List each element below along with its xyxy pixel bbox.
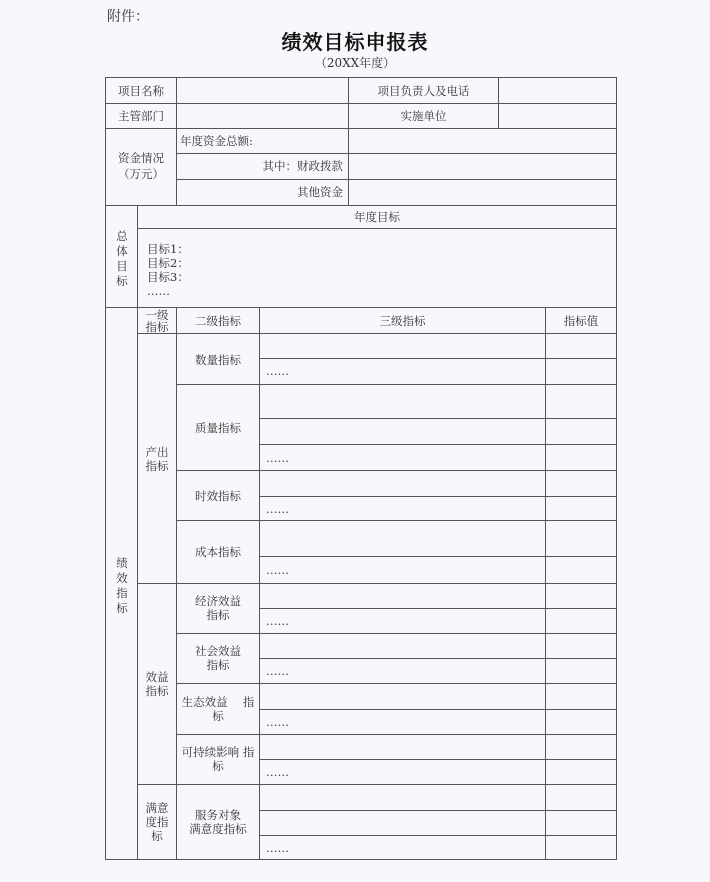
ellipsis-ecological: ……: [266, 715, 289, 729]
funds-total-label: 年度资金总额:: [180, 134, 253, 148]
ellipsis-economic: ……: [266, 614, 289, 628]
funds-fiscal-label: 其中：财政拨款: [262, 159, 343, 173]
funds-label: 资金情况: [118, 151, 164, 165]
funds-other-label: 其他资金: [297, 185, 343, 199]
implementer-label: 实施单位: [400, 109, 447, 123]
department-label: 主管部门: [118, 109, 164, 123]
level2-header: 二级指标: [195, 314, 241, 328]
social-benefit-indicator: 社会效益 指标: [195, 644, 241, 672]
ecological-benefit-indicator: 生态效益 指 标: [181, 695, 255, 723]
funds-unit: （万元）: [118, 167, 164, 181]
sustainability-indicator: 可持续影响 指 标: [181, 745, 255, 773]
value-header: 指标值: [563, 314, 599, 328]
performance-indicators-label: 绩 效 指 标: [116, 556, 128, 615]
timeliness-indicator: 时效指标: [195, 489, 241, 503]
ellipsis-social: ……: [266, 664, 289, 678]
benefit-indicator-label: 效益 指标: [145, 670, 169, 698]
satisfaction-indicator-label: 满意 度指 标: [145, 801, 169, 843]
goal-2: 目标2：: [147, 256, 189, 270]
owner-phone-label: 项目负责人及电话: [377, 84, 470, 98]
annual-target-header: 年度目标: [354, 210, 400, 224]
ellipsis-sustainability: ……: [266, 765, 289, 779]
ellipsis-cost: ……: [266, 563, 289, 577]
overall-goal-label: 总 体 目 标: [116, 229, 128, 288]
ellipsis-timeliness: ……: [266, 502, 289, 516]
level1-header: 一级 指标: [145, 308, 169, 334]
level3-header: 三级指标: [379, 314, 426, 328]
form-year: （20XX年度）: [314, 56, 396, 70]
goal-3: 目标3：: [147, 270, 189, 284]
cost-indicator: 成本指标: [195, 545, 241, 559]
quantity-indicator: 数量指标: [195, 353, 241, 367]
quality-indicator: 质量指标: [195, 421, 241, 435]
form-title: 绩效目标申报表: [281, 30, 429, 54]
ellipsis-quantity: ……: [266, 364, 289, 378]
ellipsis-satisfaction: ……: [266, 841, 289, 855]
service-satisfaction-indicator: 服务对象 满意度指标: [189, 808, 247, 836]
attachment-label: 附件：: [107, 9, 149, 25]
goal-1: 目标1：: [147, 242, 189, 256]
project-name-label: 项目名称: [118, 84, 164, 98]
goal-ellipsis: ……: [147, 284, 170, 298]
economic-benefit-indicator: 经济效益 指标: [195, 594, 241, 622]
ellipsis-quality: ……: [266, 451, 289, 465]
output-indicator-label: 产出 指标: [145, 445, 169, 473]
